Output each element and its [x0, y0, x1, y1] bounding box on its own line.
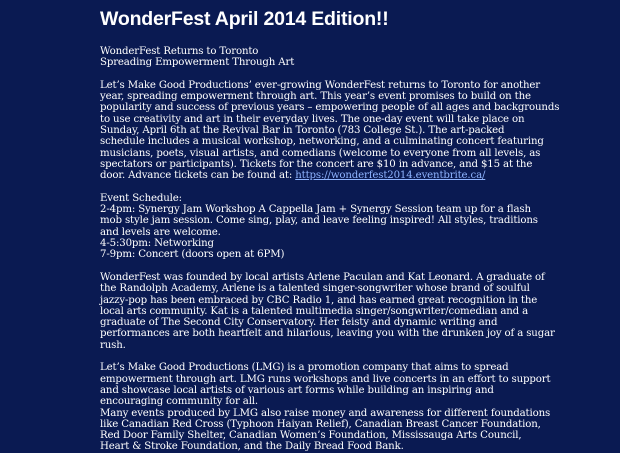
schedule-block — [100, 193, 620, 261]
text-line: the Randolph Academy, Arlene is a talented singer-songwriter whose brand of soulful — [100, 283, 530, 295]
text-line: mob style jam session. Come sing, play, and leave feeling inspired! All styles, traditions — [100, 215, 538, 227]
text-line: popularity and success of previous years – empowering people of all ages and backgrounds — [100, 102, 560, 114]
text-line: like Canadian Red Cross (Typhoon Haiyan Relief), Canadian Breast Cancer Foundation, — [100, 418, 541, 430]
text-line: Heart & Stroke Foundation, and the Daily Bread Food Bank. — [100, 441, 404, 453]
schedule-item: 2-4pm: Synergy Jam Workshop A Cappella Jam + Synergy Session team up for a flash — [100, 204, 531, 216]
text-line: musicians, poets, visual artists, and comedians (welcome to everyone from all levels, as — [100, 147, 541, 159]
schedule-item: 7-9pm: Concert (doors open at 6PM) — [100, 249, 285, 261]
text-line: empowerment through art. LMG runs workshops and live concerts in an effort to support — [100, 373, 551, 385]
text-line: Let’s Make Good Productions’ ever-growing WonderFest returns to Toronto for another — [100, 79, 541, 91]
schedule-item: 4-5:30pm: Networking — [100, 238, 214, 250]
text-line: Many events produced by LMG also raise money and awareness for different foundations — [100, 407, 551, 419]
text-span: door. Advance tickets can be found at: — [100, 170, 296, 182]
text-line: spectators or participants). Tickets for the concert are $10 in advance, and $15 at the — [100, 158, 533, 170]
text-line: jazzy-pop has been embraced by CBC Radio 1, and has earned great recognition in the — [100, 294, 538, 306]
intro-paragraph — [100, 80, 620, 182]
text-line: encouraging community for all. — [100, 396, 259, 408]
text-line: to use creativity and art in their everyday lives. The one-day event will take place on — [100, 113, 525, 125]
text-line: Sunday, April 6th at the Revival Bar in Toronto (783 College St.). The art-packed — [100, 125, 505, 137]
text-line: schedule includes a musical workshop, networking, and a culminating concert featuring — [100, 136, 544, 148]
text-line: rush. — [100, 339, 126, 351]
text-line: year, spreading empowerment through art. This year’s event promises to build on the — [100, 91, 531, 103]
lmg-paragraph — [100, 362, 620, 452]
schedule-heading: Event Schedule: — [100, 192, 182, 204]
text-line: WonderFest was founded by local artists Arlene Paculan and Kat Leonard. A graduate of — [100, 271, 545, 283]
text-line: Red Door Family Shelter, Canadian Women’s Foundation, Mississauga Arts Council, — [100, 430, 522, 442]
text-line — [100, 170, 620, 181]
eventbrite-link[interactable]: https://wonderfest2014.eventbrite.ca/ — [295, 170, 486, 182]
text-line: and showcase local artists of various art forms while building an inspiring and — [100, 384, 494, 396]
subtitle-line: WonderFest Returns to Toronto — [100, 46, 259, 57]
page-title: WonderFest April 2014 Edition!! — [100, 8, 389, 30]
text-line: graduate of The Second City Conservatory. Her feisty and dynamic writing and — [100, 317, 498, 329]
founders-paragraph — [100, 272, 620, 351]
subtitle-line: Spreading Empowerment Through Art — [100, 57, 295, 69]
text-line: Let’s Make Good Productions (LMG) is a promotion company that aims to spread — [100, 362, 509, 374]
text-line: and levels are welcome. — [100, 226, 221, 238]
text-line: performances are both heartfelt and hilarious, leaving you with the drunken joy of a sugar — [100, 328, 555, 340]
article-body — [100, 46, 620, 453]
subtitle-block — [100, 46, 620, 69]
text-line: local arts community. Kat is a talented multimedia singer/songwriter/comedian and a — [100, 305, 529, 317]
